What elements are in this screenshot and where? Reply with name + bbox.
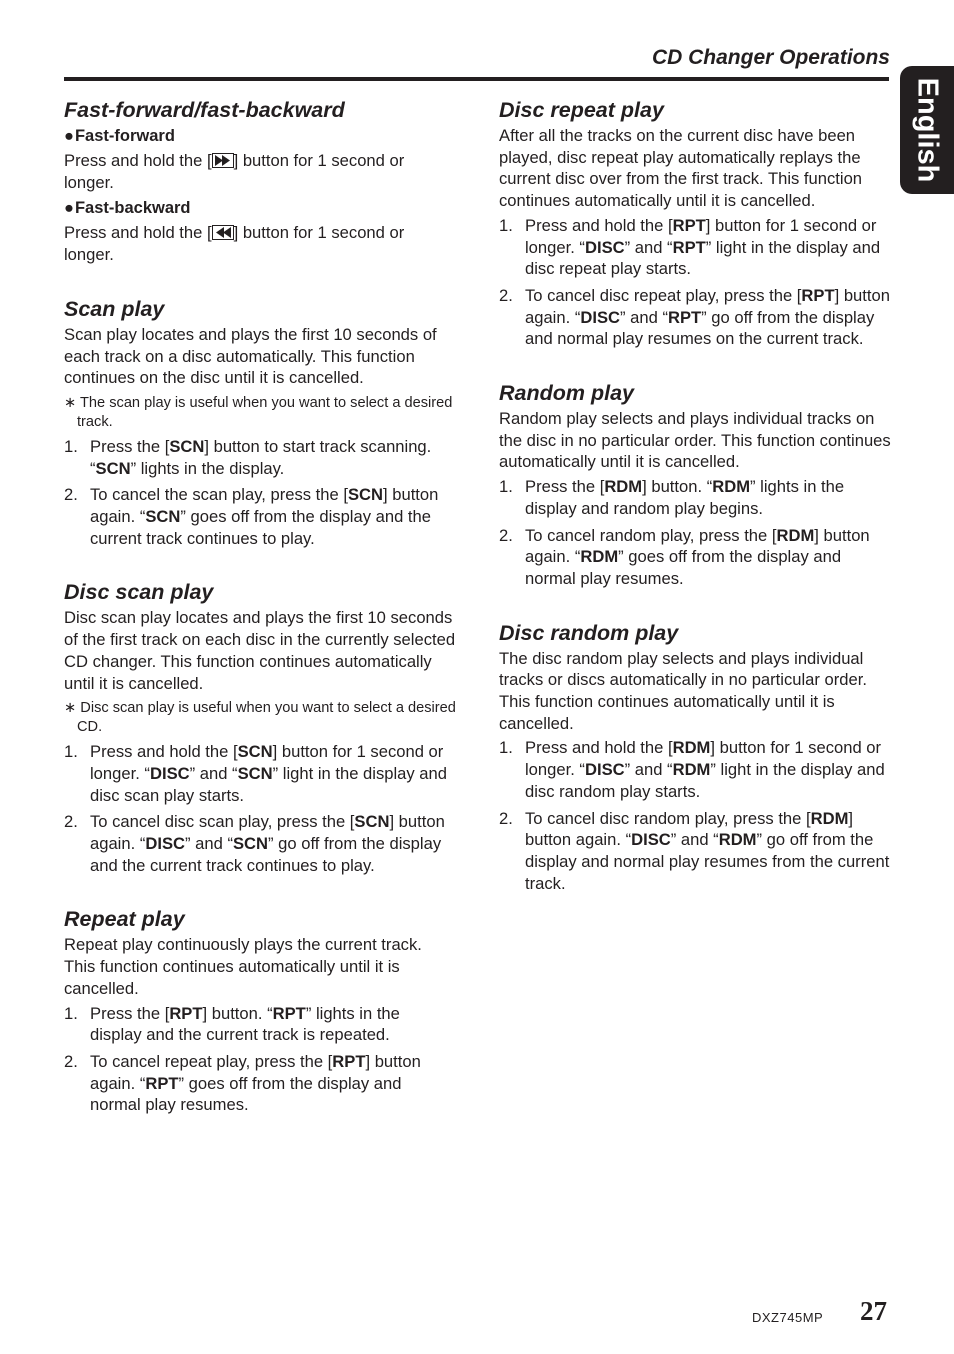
fast-backward-text: Press and hold the [ ] button for 1 second or longer. bbox=[64, 223, 405, 265]
section-note: ∗ Disc scan play is useful when you want to select a desired CD. bbox=[64, 700, 456, 736]
step-text: ] button for 1 second or longer. “ bbox=[525, 215, 877, 257]
step-number: 2. bbox=[499, 808, 513, 828]
step-item bbox=[499, 808, 891, 895]
step-text: ” and “ bbox=[185, 834, 233, 854]
step-text: ] button again. “ bbox=[90, 812, 445, 854]
button-keyword: RDM bbox=[672, 738, 711, 758]
step-text: Press the [ bbox=[525, 477, 605, 497]
step-number: 2. bbox=[64, 812, 78, 832]
bullet-heading-fast-forward: ●Fast-forward bbox=[64, 127, 175, 145]
button-keyword: RDM bbox=[580, 547, 619, 567]
button-keyword: SCN bbox=[347, 485, 384, 505]
section-random-play bbox=[499, 379, 891, 590]
step-item bbox=[499, 215, 891, 280]
fast-backward-icon bbox=[212, 225, 234, 240]
section-intro: After all the tracks on the current disc have been played, disc repeat play automatically replays the current disc over from the first track. This function continues automatically until it is cancelled. bbox=[499, 126, 863, 211]
section-intro: Random play selects and plays individual tracks on the disc in no particular order. This function continues automatically until it is cancelled. bbox=[499, 409, 891, 472]
section-disc-repeat-play bbox=[499, 96, 891, 350]
button-keyword: SCN bbox=[95, 458, 131, 478]
button-keyword: RDM bbox=[672, 760, 711, 780]
step-text: To cancel random play, press the [ bbox=[525, 525, 777, 545]
button-keyword: RPT bbox=[169, 1003, 203, 1023]
step-text: ] button again. “ bbox=[90, 485, 439, 527]
section-scan-play bbox=[64, 295, 456, 550]
step-list bbox=[499, 476, 891, 590]
section-title: Disc random play bbox=[499, 620, 679, 645]
header-rule bbox=[64, 77, 889, 81]
language-tab-label: English bbox=[911, 77, 944, 183]
step-text: ” light in the display and disc repeat play starts. bbox=[525, 237, 881, 279]
step-item bbox=[64, 484, 456, 549]
step-number: 1. bbox=[64, 742, 78, 762]
step-text: ” goes off from the display and normal play resumes. bbox=[90, 1073, 402, 1115]
step-list bbox=[64, 741, 456, 876]
step-text: To cancel repeat play, press the [ bbox=[90, 1051, 333, 1071]
section-fast-forward-backward bbox=[64, 96, 456, 266]
section-title: Random play bbox=[499, 381, 634, 406]
step-text: ” lights in the display and the current track is repeated. bbox=[90, 1003, 400, 1045]
step-text: ” goes off from the display and the current track continues to play. bbox=[90, 507, 431, 548]
section-repeat-play bbox=[64, 905, 456, 1116]
step-text: ] button for 1 second or longer. “ bbox=[525, 738, 882, 780]
button-keyword: RPT bbox=[145, 1073, 179, 1093]
button-keyword: RDM bbox=[810, 808, 849, 828]
language-tab bbox=[900, 66, 954, 194]
step-text: ” go off from the display and the current track continues to play. bbox=[90, 834, 442, 875]
button-keyword: DISC bbox=[149, 763, 190, 783]
step-text: ” go off from the display and normal play resumes from the current track. bbox=[525, 830, 890, 893]
step-number: 1. bbox=[64, 436, 78, 456]
fast-forward-icon bbox=[212, 153, 234, 168]
step-list bbox=[64, 436, 456, 550]
step-text: To cancel disc scan play, press the [ bbox=[90, 812, 355, 832]
button-keyword: DISC bbox=[145, 834, 186, 854]
step-text: ” light in the display and disc scan play starts. bbox=[90, 763, 447, 805]
button-keyword: RPT bbox=[672, 237, 706, 257]
left-column bbox=[64, 96, 456, 1145]
button-keyword: DISC bbox=[584, 760, 625, 780]
right-column bbox=[499, 96, 891, 923]
step-list bbox=[64, 1003, 456, 1117]
section-intro: Repeat play continuously plays the current track. This function continues automatically until it is cancelled. bbox=[64, 935, 422, 998]
section-title: Scan play bbox=[64, 296, 165, 321]
step-text: To cancel disc repeat play, press the [ bbox=[525, 285, 802, 305]
page-number: 27 bbox=[860, 1296, 887, 1326]
section-intro: Scan play locates and plays the first 10 seconds of each track on a disc automatically. This function continues on the disc until it is cancelled. bbox=[64, 324, 437, 388]
step-text: ” and “ bbox=[189, 763, 238, 783]
step-number: 1. bbox=[499, 738, 513, 758]
button-keyword: RPT bbox=[272, 1003, 306, 1023]
step-number: 2. bbox=[499, 285, 513, 305]
step-text: ] button. “ bbox=[202, 1003, 273, 1023]
button-keyword: RPT bbox=[332, 1051, 366, 1071]
step-item bbox=[499, 476, 891, 519]
section-title: Disc repeat play bbox=[499, 98, 664, 122]
button-keyword: RDM bbox=[604, 477, 643, 497]
step-text: Press and hold the [ bbox=[90, 742, 238, 762]
step-item bbox=[499, 285, 891, 350]
step-item bbox=[64, 1051, 456, 1116]
step-list bbox=[499, 215, 891, 350]
step-text: ] button again. “ bbox=[525, 285, 890, 327]
section-title: Repeat play bbox=[64, 907, 185, 932]
step-text: To cancel the scan play, press the [ bbox=[90, 485, 348, 505]
step-text: ” go off from the display and normal play resumes on the current track. bbox=[525, 307, 875, 349]
section-intro: The disc random play selects and plays individual tracks or discs automatically in no particular order. This function continues automatically until it is cancelled. bbox=[499, 648, 867, 733]
button-keyword: DISC bbox=[580, 307, 621, 327]
button-keyword: RDM bbox=[712, 477, 751, 497]
button-keyword: SCN bbox=[237, 763, 273, 783]
button-keyword: SCN bbox=[145, 507, 181, 527]
step-text: ” goes off from the display and normal play resumes. bbox=[525, 547, 842, 588]
section-disc-random-play bbox=[499, 619, 891, 895]
button-keyword: RPT bbox=[667, 307, 702, 327]
button-keyword: SCN bbox=[232, 834, 269, 854]
step-text: ] button again. “ bbox=[90, 1051, 421, 1093]
step-text: ” and “ bbox=[620, 307, 668, 327]
button-keyword: RPT bbox=[801, 285, 835, 305]
step-text: ” and “ bbox=[670, 830, 719, 850]
bullet-heading-fast-backward: ●Fast-backward bbox=[64, 199, 191, 218]
section-disc-scan-play bbox=[64, 578, 456, 876]
step-text: ] button. “ bbox=[642, 477, 713, 497]
button-keyword: RDM bbox=[718, 830, 757, 850]
step-text: ” and “ bbox=[624, 237, 673, 257]
step-item bbox=[64, 811, 456, 876]
step-text: To cancel disc random play, press the [ bbox=[525, 808, 811, 828]
model-number: DXZ745MP bbox=[752, 1310, 824, 1325]
step-number: 2. bbox=[64, 1051, 78, 1071]
step-text: ] button again. “ bbox=[525, 808, 854, 850]
step-text: Press and hold the [ bbox=[525, 215, 673, 235]
button-keyword: SCN bbox=[354, 812, 390, 832]
step-text: Press and hold the [ bbox=[525, 738, 673, 758]
section-note: ∗ The scan play is useful when you want to select a desired track. bbox=[64, 394, 453, 430]
step-number: 1. bbox=[64, 1003, 78, 1023]
step-text: ] button again. “ bbox=[525, 525, 870, 567]
button-keyword: DISC bbox=[584, 237, 625, 257]
step-text: ] button for 1 second or longer. “ bbox=[90, 742, 444, 783]
step-text: ” lights in the display and random play begins. bbox=[525, 477, 845, 518]
page-header-title: CD Changer Operations bbox=[651, 46, 890, 69]
button-keyword: RPT bbox=[672, 215, 706, 235]
step-text: ” light in the display and disc random play starts. bbox=[525, 760, 885, 801]
button-keyword: SCN bbox=[169, 436, 205, 456]
step-number: 1. bbox=[499, 215, 513, 235]
step-number: 1. bbox=[499, 477, 513, 497]
bullet-icon: ● bbox=[64, 127, 74, 145]
bullet-icon: ● bbox=[64, 199, 74, 218]
step-number: 2. bbox=[64, 485, 78, 505]
step-item bbox=[499, 525, 891, 590]
section-title: Disc scan play bbox=[64, 580, 214, 605]
step-text: ” lights in the display. bbox=[130, 458, 285, 478]
section-intro: Disc scan play locates and plays the first 10 seconds of the first track on each disc in the currently selected CD changer. This function continues automatically until it is cancelled. bbox=[64, 608, 456, 693]
step-item bbox=[64, 1003, 456, 1046]
button-keyword: DISC bbox=[631, 830, 671, 850]
step-number: 2. bbox=[499, 525, 513, 545]
fast-forward-text: Press and hold the [ ] button for 1 second or longer. bbox=[64, 151, 405, 192]
step-item bbox=[499, 737, 891, 802]
step-item bbox=[64, 436, 456, 479]
button-keyword: SCN bbox=[237, 742, 273, 762]
step-text: ” and “ bbox=[624, 760, 673, 780]
section-title: Fast-forward/fast-backward bbox=[64, 98, 345, 122]
step-text: ] button to start track scanning. “ bbox=[90, 436, 432, 478]
button-keyword: RDM bbox=[776, 525, 815, 545]
step-item bbox=[64, 741, 456, 806]
step-text: Press the [ bbox=[90, 436, 170, 456]
step-list bbox=[499, 737, 891, 894]
step-text: Press the [ bbox=[90, 1003, 170, 1023]
